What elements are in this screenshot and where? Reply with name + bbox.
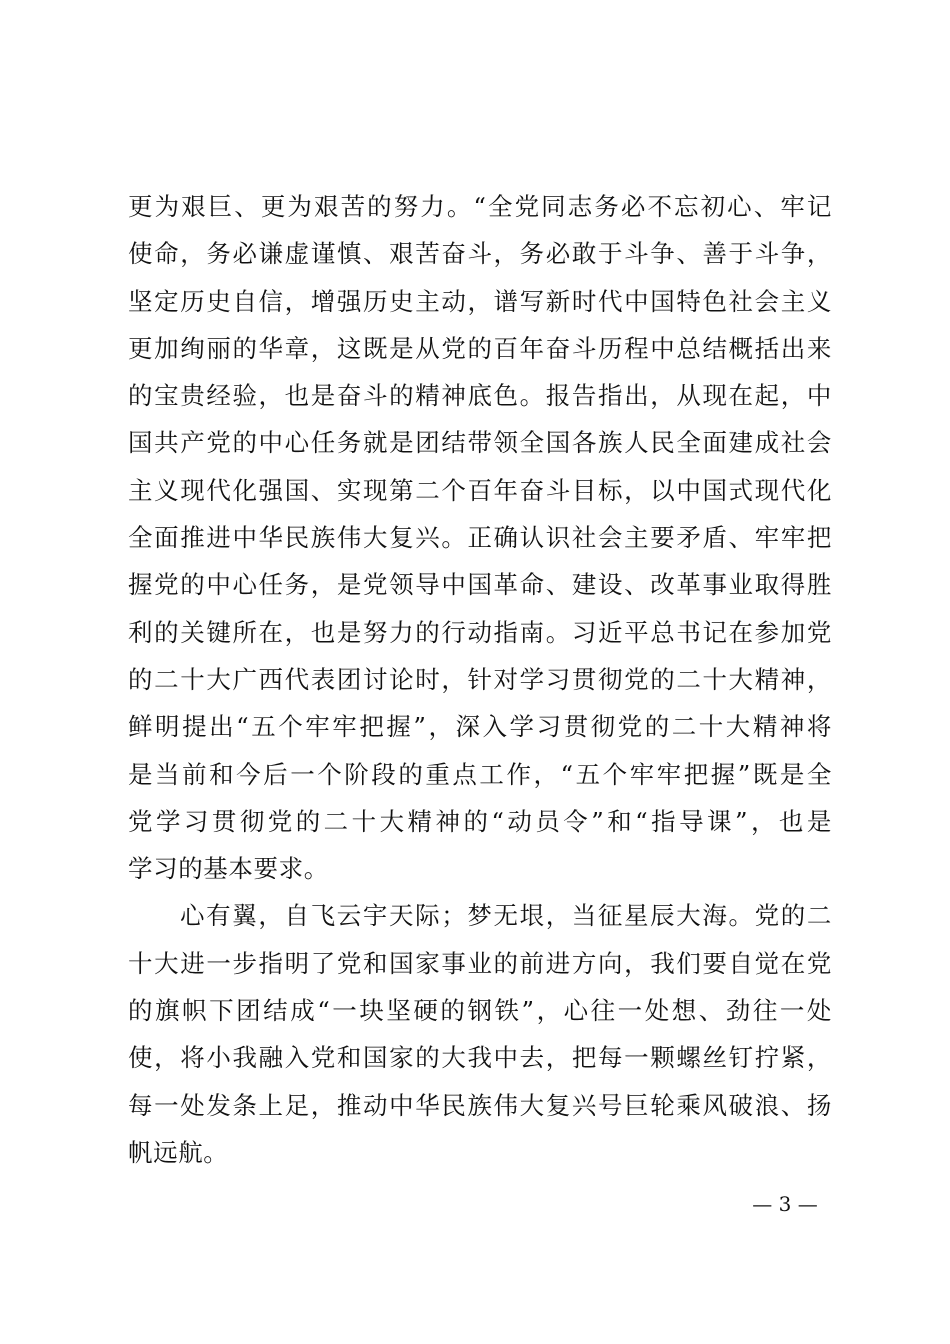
paragraph-1-line-3: 坚定历史自信，增强历史主动，谱写新时代中国特色社会主义 (128, 286, 832, 316)
paragraph-2-line-2: 十大进一步指明了党和国家事业的前进方向，我们要自觉在党 (128, 948, 832, 978)
paragraph-1-line-6: 国共产党的中心任务就是团结带领全国各族人民全面建成社会 (128, 428, 832, 458)
paragraph-1-line-5: 的宝贵经验，也是奋斗的精神底色。报告指出，从现在起，中 (128, 381, 832, 411)
paragraph-1-line-2: 使命，务必谦虚谨慎、艰苦奋斗，务必敢于斗争、善于斗争， (128, 239, 832, 269)
paragraph-1-line-15: 学习的基本要求。 (128, 854, 329, 884)
paragraph-2-line-5: 每一处发条上足，推动中华民族伟大复兴号巨轮乘风破浪、扬 (128, 1090, 832, 1120)
paragraph-1-line-9: 握党的中心任务，是党领导中国革命、建设、改革事业取得胜 (128, 570, 832, 600)
page-number: — 3 — (752, 1192, 818, 1216)
paragraph-1-line-13: 是当前和今后一个阶段的重点工作，“五个牢牢把握”既是全 (128, 759, 832, 789)
paragraph-1-line-8: 全面推进中华民族伟大复兴。正确认识社会主要矛盾、牢牢把 (128, 523, 832, 553)
paragraph-2-line-6: 帆远航。 (128, 1137, 229, 1167)
paragraph-1-line-1: 更为艰巨、更为艰苦的努力。“全党同志务必不忘初心、牢记 (128, 192, 832, 221)
paragraph-1-line-11: 的二十大广西代表团讨论时，针对学习贯彻党的二十大精神， (128, 664, 832, 694)
paragraph-1-line-7: 主义现代化强国、实现第二个百年奋斗目标，以中国式现代化 (128, 475, 832, 505)
paragraph-1-line-14: 党学习贯彻党的二十大精神的“动员令”和“指导课”，也是 (128, 806, 832, 836)
paragraph-1-line-4: 更加绚丽的华章，这既是从党的百年奋斗历程中总结概括出来 (128, 333, 832, 363)
paragraph-2-line-4: 使，将小我融入党和国家的大我中去，把每一颗螺丝钉拧紧， (128, 1043, 832, 1073)
body-text (128, 183, 832, 1176)
paragraph-2-line-3: 的旗帜下团结成“一块坚硬的钢铁”，心往一处想、劲往一处 (128, 996, 832, 1026)
paragraph-1-line-12: 鲜明提出“五个牢牢把握”，深入学习贯彻党的二十大精神将 (128, 712, 832, 742)
paragraph-2-line-1: 心有翼，自飞云宇天际；梦无垠，当征星辰大海。党的二 (180, 901, 832, 931)
paragraph-1-line-10: 利的关键所在，也是努力的行动指南。习近平总书记在参加党 (128, 617, 832, 647)
